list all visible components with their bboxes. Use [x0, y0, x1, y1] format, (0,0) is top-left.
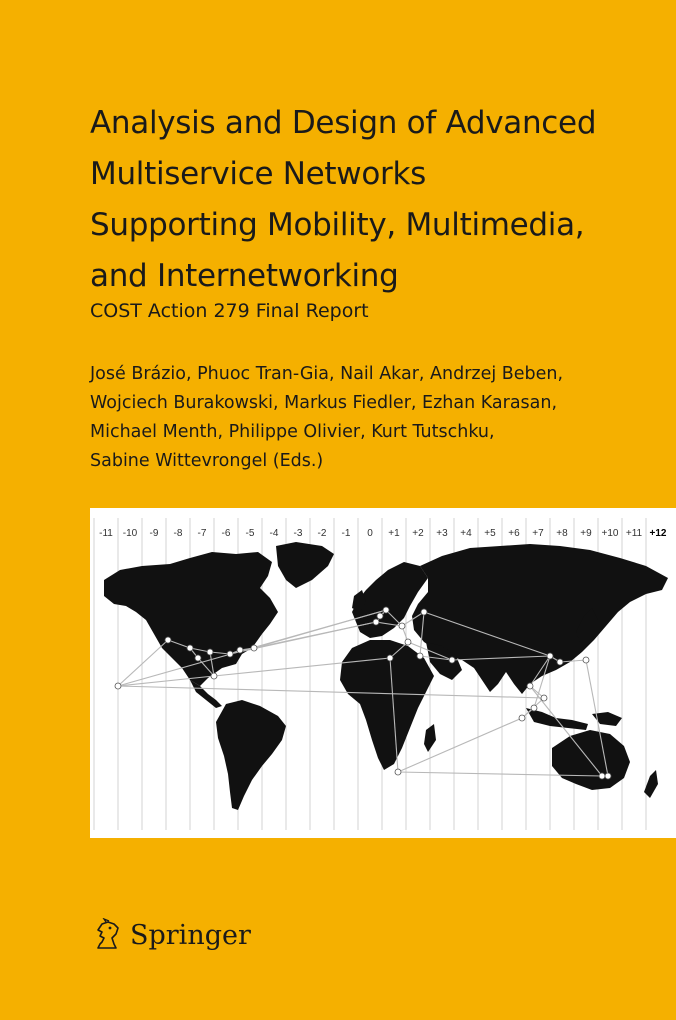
network-node — [531, 705, 537, 711]
network-node — [599, 773, 605, 779]
timezone-label: +6 — [508, 528, 520, 539]
network-node — [405, 639, 411, 645]
timezone-label: +10 — [601, 528, 619, 539]
network-node — [377, 613, 383, 619]
network-node — [547, 653, 553, 659]
network-node — [449, 657, 455, 663]
network-node — [211, 673, 217, 679]
timezone-label: -7 — [197, 528, 207, 539]
network-node — [207, 649, 213, 655]
network-link — [398, 718, 522, 772]
editors-line: Sabine Wittevrongel (Eds.) — [90, 451, 324, 471]
timezone-label: +5 — [484, 528, 496, 539]
editors-line: José Brázio, Phuoc Tran-Gia, Nail Akar, Andrzej Beben, — [90, 364, 564, 384]
editors-line: Michael Menth, Philippe Olivier, Kurt Tutschku, — [90, 422, 495, 442]
timezone-label: -3 — [293, 528, 303, 539]
landmass-north-america — [104, 552, 278, 686]
springer-knight-logo — [90, 918, 124, 952]
title-line: and Internetworking — [90, 258, 399, 294]
network-node — [187, 645, 193, 651]
publisher-name: Springer — [130, 919, 251, 951]
network-node — [165, 637, 171, 643]
network-node — [605, 773, 611, 779]
world-timezone-map — [90, 508, 676, 838]
timezone-label: -11 — [99, 528, 113, 539]
editors-line: Wojciech Burakowski, Markus Fiedler, Ezhan Karasan, — [90, 393, 558, 413]
title-line: Analysis and Design of Advanced — [90, 105, 597, 141]
publisher-block — [90, 915, 251, 955]
network-node — [115, 683, 121, 689]
timezone-label: -8 — [173, 528, 183, 539]
network-node — [421, 609, 427, 615]
timezone-label: -5 — [245, 528, 255, 539]
editors-list — [90, 360, 670, 476]
network-node — [251, 645, 257, 651]
network-node — [395, 769, 401, 775]
landmass-central-america — [190, 680, 222, 708]
timezone-label: -10 — [122, 528, 138, 539]
book-subtitle: COST Action 279 Final Report — [90, 300, 369, 322]
network-node — [399, 623, 405, 629]
network-node — [227, 651, 233, 657]
timezone-label: -6 — [221, 528, 231, 539]
network-node — [195, 655, 201, 661]
timezone-label: +1 — [388, 528, 400, 539]
network-node — [417, 653, 423, 659]
timezone-label: -1 — [341, 528, 351, 539]
landmass-greenland — [276, 542, 334, 588]
timezone-label: +8 — [556, 528, 568, 539]
network-node — [583, 657, 589, 663]
network-link — [118, 686, 544, 698]
network-node — [383, 607, 389, 613]
timezone-label: +9 — [580, 528, 592, 539]
network-node — [541, 695, 547, 701]
timezone-label: +7 — [532, 528, 544, 539]
network-node — [519, 715, 525, 721]
timezone-label: -2 — [317, 528, 327, 539]
continents — [104, 542, 668, 810]
world-map-graphic — [90, 508, 676, 838]
landmass-south-america — [216, 700, 286, 810]
timezone-label: -4 — [269, 528, 279, 539]
network-node — [527, 683, 533, 689]
network-node — [387, 655, 393, 661]
timezone-label: +4 — [460, 528, 472, 539]
timezone-label: -9 — [149, 528, 159, 539]
timezone-label: +2 — [412, 528, 424, 539]
timezone-label: +12 — [649, 528, 667, 539]
network-node — [557, 659, 563, 665]
landmass-madagascar — [424, 724, 436, 752]
title-line: Multiservice Networks — [90, 156, 426, 192]
landmass-australia — [552, 730, 630, 790]
book-title — [90, 98, 660, 302]
timezone-label: +11 — [625, 528, 643, 539]
network-node — [237, 647, 243, 653]
network-node — [373, 619, 379, 625]
timezone-label: 0 — [367, 528, 373, 539]
timezone-label: +3 — [436, 528, 448, 539]
title-line: Supporting Mobility, Multimedia, — [90, 207, 585, 243]
